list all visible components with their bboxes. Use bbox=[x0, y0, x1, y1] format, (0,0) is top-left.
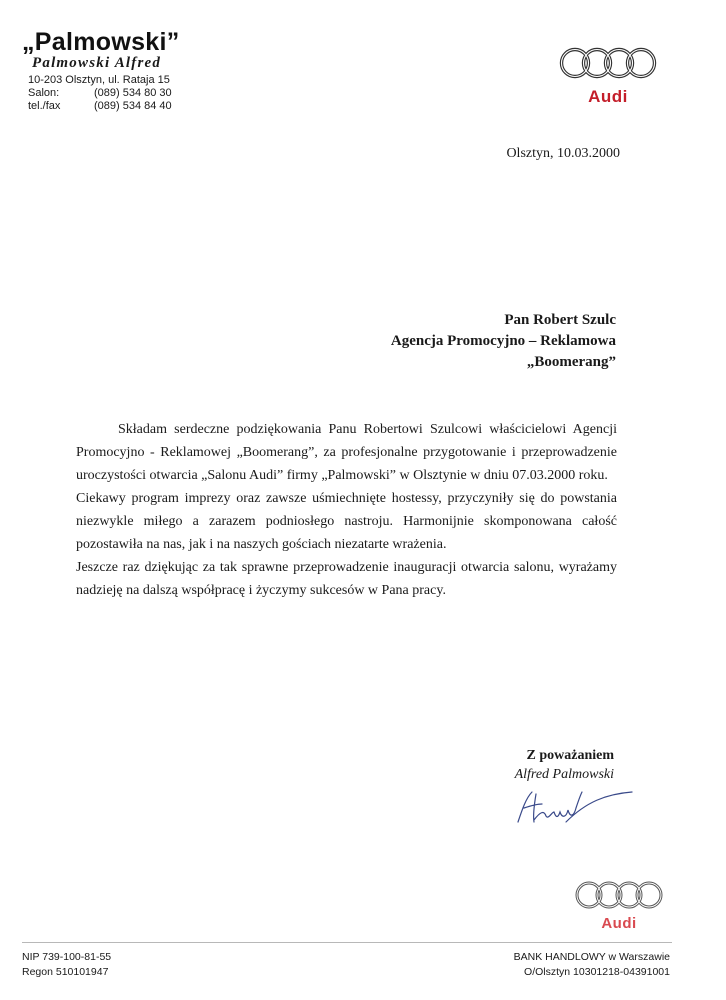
phone-fax bbox=[28, 100, 180, 113]
recipient-company-name: „Boomerang” bbox=[526, 354, 616, 370]
body-paragraph: Ciekawy program imprezy oraz zawsze uśmiechnięte hostessy, przyczyniły się do powstania niezwykle miłego a zarazem podniosłego nastroju. Harmonijnie skomponowana całość pozostawiła na nas, jak i na naszych gościach niezatarte wrażenia. bbox=[76, 491, 617, 552]
phone-label: tel./fax bbox=[28, 100, 61, 112]
body-paragraph: Składam serdeczne podziękowania Panu Robertowi Szulcowi właścicielowi Agencji Promocyjno - Reklamowej „Boomerang”, za profesjonalne przygotowanie i przeprowadzenie uroczystości otwarcia „Salonu Audi” firmy „Palmowski” w Olsztynie w dniu 07.03.2000 roku. bbox=[76, 422, 617, 483]
audi-wordmark: Audi bbox=[601, 915, 637, 932]
audi-rings-icon bbox=[574, 880, 664, 910]
phone-salon bbox=[28, 87, 180, 100]
recipient-block bbox=[391, 310, 616, 373]
body-paragraph: Jeszcze raz dziękując za tak sprawne przeprowadzenie inauguracji otwarcia salonu, wyrażamy nadzieję na dalszą współpracę i życzymy sukcesów w Pana pracy. bbox=[76, 560, 617, 598]
audi-rings-icon bbox=[558, 46, 658, 80]
company-name: „Palmowski” bbox=[22, 28, 180, 56]
closing-block bbox=[515, 746, 614, 784]
company-address: 10-203 Olsztyn, ul. Rataja 15 bbox=[28, 74, 170, 86]
phone-value: (089) 534 80 30 bbox=[94, 87, 172, 99]
footer-regon: Regon 510101947 bbox=[22, 966, 109, 978]
audi-logo-bottom bbox=[574, 880, 664, 932]
footer-bank bbox=[514, 950, 670, 980]
closing-regards: Z poważaniem bbox=[526, 748, 614, 763]
letterhead bbox=[22, 28, 180, 113]
recipient-name: Pan Robert Szulc bbox=[504, 312, 616, 328]
phone-label: Salon: bbox=[28, 87, 60, 99]
recipient-company: Agencja Promocyjno – Reklamowa bbox=[390, 333, 616, 349]
footer-registration bbox=[22, 950, 111, 980]
owner-name: Palmowski Alfred bbox=[32, 55, 162, 71]
signer-name: Alfred Palmowski bbox=[514, 767, 614, 782]
audi-wordmark: Audi bbox=[588, 87, 628, 106]
footer-bank-account: O/Olsztyn 10301218-04391001 bbox=[524, 966, 670, 978]
letter-date: Olsztyn, 10.03.2000 bbox=[506, 146, 620, 161]
footer-divider bbox=[22, 942, 672, 943]
letter-body bbox=[76, 418, 617, 602]
footer-nip: NIP 739-100-81-55 bbox=[22, 951, 112, 963]
phone-value: (089) 534 84 40 bbox=[94, 100, 172, 112]
audi-logo-top bbox=[558, 46, 658, 107]
footer-bank-name: BANK HANDLOWY w Warszawie bbox=[513, 951, 670, 963]
signature-icon bbox=[506, 782, 636, 832]
